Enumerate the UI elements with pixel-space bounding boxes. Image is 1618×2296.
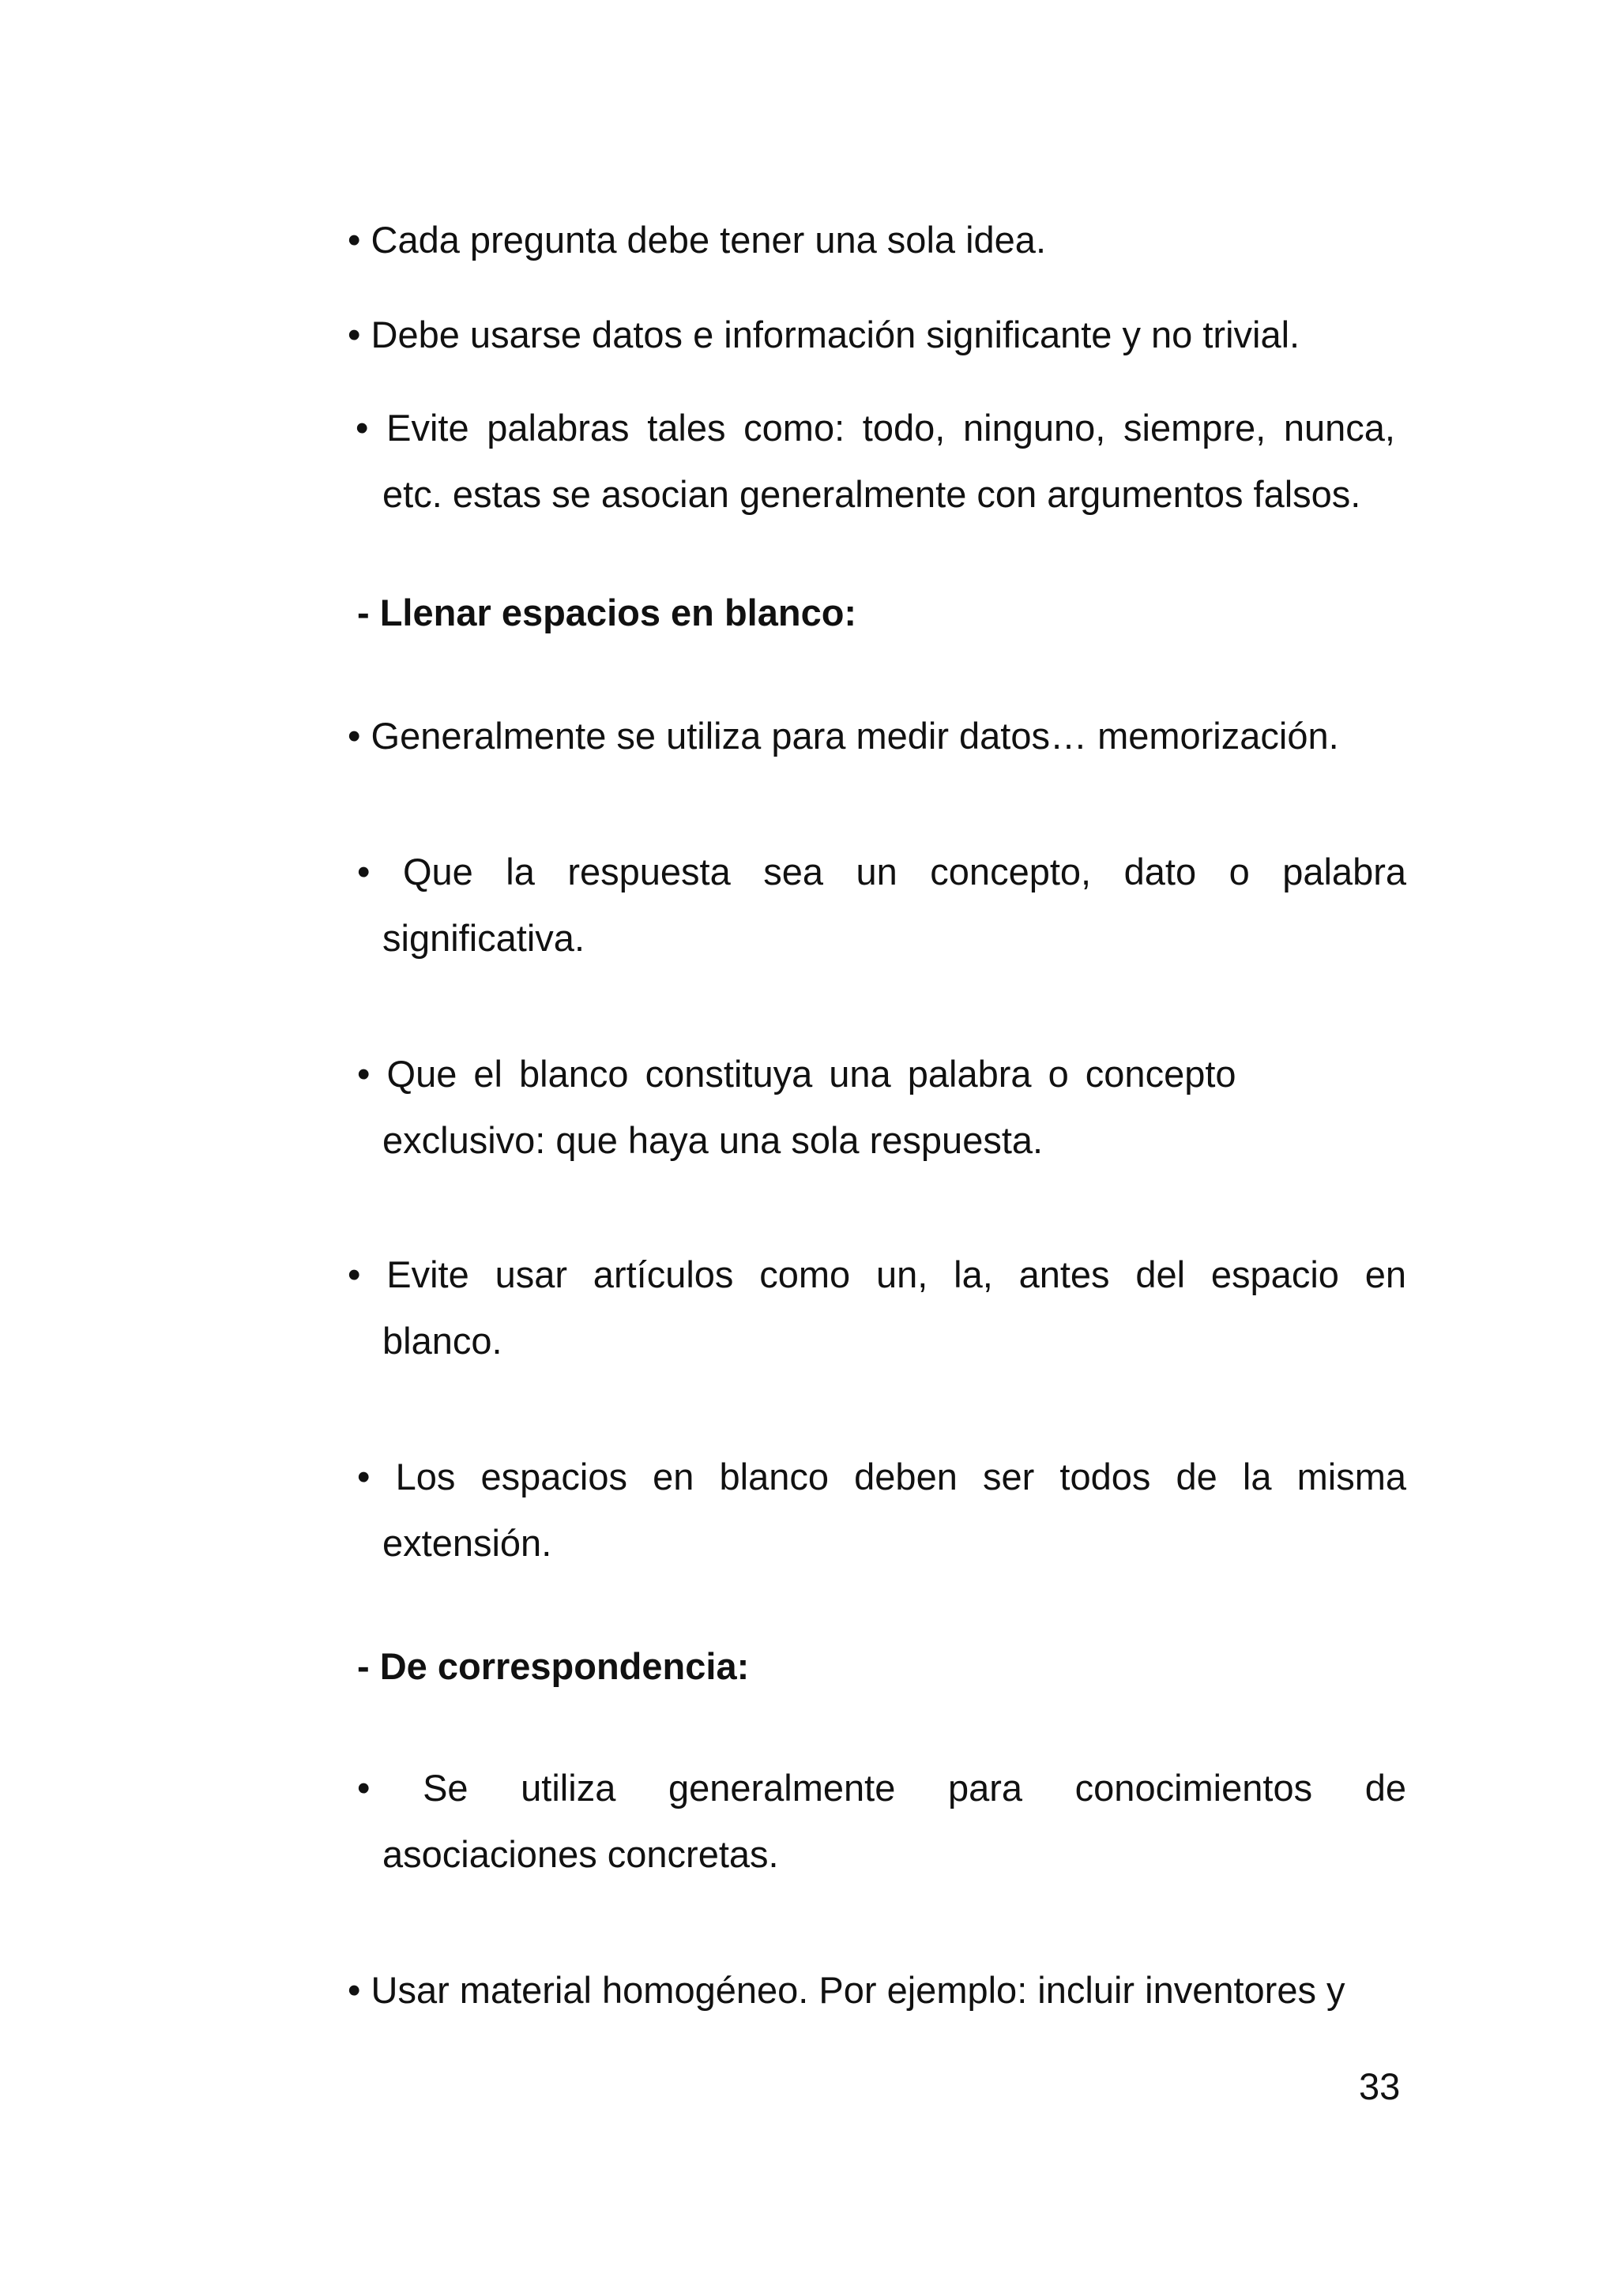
bullet-avoid-words-line1: • Evite palabras tales como: todo, ninguno, siempre, nunca, — [356, 407, 1395, 449]
bullet-avoid-articles-line2: blanco. — [382, 1320, 502, 1362]
bullet-avoid-words-line2: etc. estas se asocian generalmente con argumentos falsos. — [382, 473, 1361, 515]
bullet-blank-exclusive-line2: exclusivo: que haya una sola respuesta. — [382, 1119, 1044, 1161]
bullet-same-length-line1: • Los espacios en blanco deben ser todos de la misma — [357, 1456, 1406, 1497]
bullet-answer-concept-line1: • Que la respuesta sea un concepto, dato o palabra — [357, 851, 1406, 892]
bullet-same-length-line2: extensión. — [382, 1522, 552, 1564]
bullet-memorization: • Generalmente se utiliza para medir datos… memorización. — [348, 715, 1339, 757]
bullet-associations-line2: asociaciones concretas. — [382, 1833, 779, 1875]
heading-fill-blanks: - Llenar espacios en blanco: — [357, 592, 857, 633]
bullet-homogeneous-material: • Usar material homogéneo. Por ejemplo: incluir inventores y — [348, 1969, 1345, 2011]
bullet-answer-concept-line2: significativa. — [382, 917, 585, 959]
bullet-one-idea: • Cada pregunta debe tener una sola idea. — [348, 219, 1047, 261]
page-number: 33 — [1359, 2065, 1401, 2107]
bullet-avoid-articles-line1: • Evite usar artículos como un, la, antes del espacio en — [348, 1253, 1406, 1295]
bullet-significant-data: • Debe usarse datos e información significante y no trivial. — [348, 314, 1300, 355]
bullet-blank-exclusive-line1: • Que el blanco constituya una palabra o concepto — [357, 1053, 1236, 1095]
bullet-associations-line1: • Se utiliza generalmente para conocimientos de — [357, 1767, 1406, 1809]
heading-correspondence: - De correspondencia: — [357, 1645, 750, 1687]
